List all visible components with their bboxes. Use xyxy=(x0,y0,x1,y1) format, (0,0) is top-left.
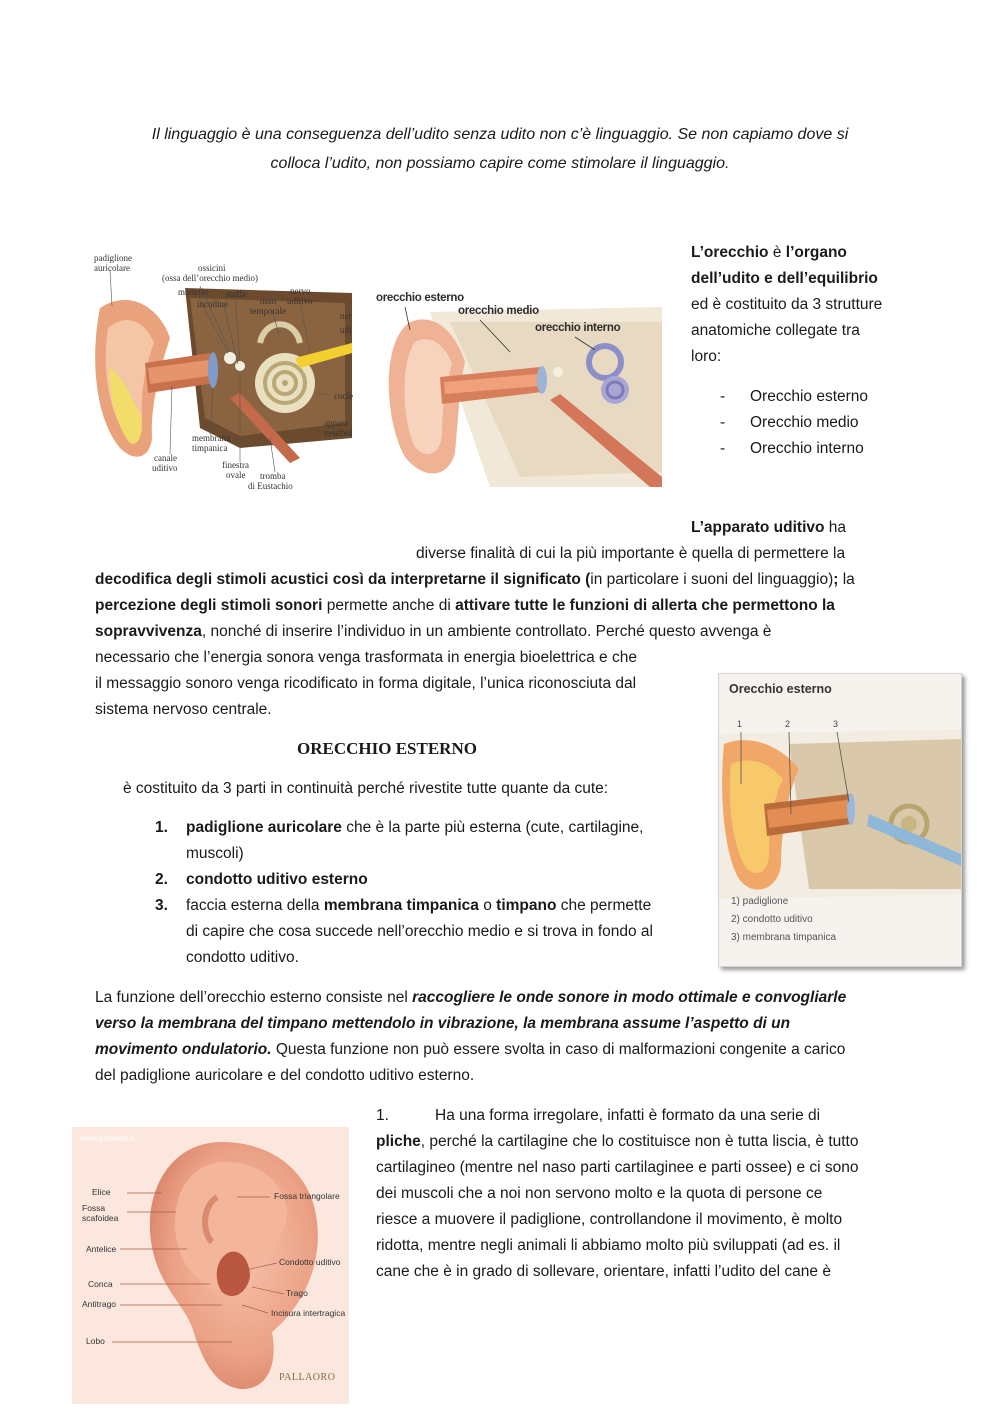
apparato-allerta: attivare tutte le funzioni di allerta che permettono la xyxy=(455,597,835,614)
padiglione-line-5: riesce a muovere il padiglione, controllandone il movimento, è molto xyxy=(376,1211,843,1228)
outer-ear-legend-2: 2) condotto uditivo xyxy=(731,914,813,925)
label-temporale: temporale xyxy=(250,306,286,316)
intro-line-3: ed è costituito da 3 strutture xyxy=(691,296,883,313)
list-dash: - xyxy=(720,414,726,431)
apparato-semicolon: ; xyxy=(833,571,839,588)
label-uditivo: uditivo xyxy=(287,296,313,306)
label-ner: ner xyxy=(340,311,352,321)
apparato-ha: ha xyxy=(824,519,847,536)
item-timpano-desc-3: condotto uditivo. xyxy=(186,949,299,966)
outer-ear-legend-1: 1) padiglione xyxy=(731,896,789,907)
funzione-lead: La funzione dell’orecchio esterno consiste nel xyxy=(95,989,413,1006)
apparato-permette: permette anche di xyxy=(322,597,456,614)
outer-ear-num-2: 2 xyxy=(785,719,791,729)
apparato-line-5-rest: , nonché di inserire l’individuo in un ambiente controllato. Perché questo avvenga è xyxy=(201,623,772,640)
funzione-emphasis-2: verso la membrana del timpano mettendolo in vibrazione, la membrana assume l’aspetto di un xyxy=(95,1015,791,1032)
list-item xyxy=(720,387,725,407)
padiglione-number: 1. xyxy=(376,1107,389,1124)
funzione-line-3-rest: Questa funzione non può essere svolta in caso di malformazioni congenite a carico xyxy=(271,1041,846,1058)
item-padiglione-desc-2: muscoli) xyxy=(186,845,244,862)
item-timpano: timpano xyxy=(496,897,557,914)
label-appara: appara xyxy=(324,418,348,428)
label-canale-uditivo: uditivo xyxy=(152,463,178,473)
apparato-line-6: necessario che l’energia sonora venga trasformata in energia bioelettrica e che xyxy=(95,649,637,666)
label-staffa: staffa xyxy=(226,289,246,299)
list-item-label: Orecchio interno xyxy=(750,440,864,457)
funzione-line-4: del padiglione auricolare e del condotto uditivo esterno. xyxy=(95,1067,475,1084)
apparato-title: L’apparato uditivo xyxy=(691,519,825,536)
label-di-eustachio: di Eustachio xyxy=(248,481,293,491)
apparato-line-8: sistema nervoso centrale. xyxy=(95,701,272,718)
label-membrana: membrana xyxy=(192,433,230,443)
apparato-line-2: diverse finalità di cui la più importante è quella di permettere la xyxy=(416,545,846,562)
label-finestra: finestra xyxy=(222,460,249,470)
pallaoro-logo: PALLAORO xyxy=(279,1372,336,1383)
outer-ear-figure xyxy=(718,673,962,967)
list-dash: - xyxy=(720,388,726,405)
apparato-percezione: percezione degli stimoli sonori xyxy=(95,597,323,614)
apparato-decodifica: decodifica degli stimoli acustici così da interpretarne il significato ( xyxy=(95,571,591,588)
intro-line-5: loro: xyxy=(691,348,722,365)
pinna-figure xyxy=(72,1127,349,1404)
padiglione-pliche: pliche xyxy=(376,1133,421,1150)
label-elice: Elice xyxy=(92,1187,111,1197)
label-timpanica: timpanica xyxy=(192,443,228,453)
funzione-emphasis-3: movimento ondulatorio. xyxy=(95,1041,272,1058)
label-tromba: tromba xyxy=(260,471,286,481)
list-item xyxy=(720,439,725,459)
label-ossicini: ossicini xyxy=(198,263,226,273)
intro-orecchio: L’orecchio xyxy=(691,244,769,261)
section-heading-orecchio-esterno: ORECCHIO ESTERNO xyxy=(297,739,477,758)
apparato-sopravvivenza: sopravvivenza xyxy=(95,623,202,640)
apparato-la: la xyxy=(838,571,855,588)
esterno-intro: è costituito da 3 parti in continuità perché rivestite tutte quante da cute: xyxy=(123,780,609,797)
label-orecchio-interno: orecchio interno xyxy=(535,322,621,334)
item-permette: che permette xyxy=(556,897,652,914)
intro-udito-equilibrio: dell’udito e dell’equilibrio xyxy=(691,270,878,287)
padiglione-line-4: dei muscoli che a noi non servono molto e la quota di persone ce xyxy=(376,1185,823,1202)
label-antitrago: Antitrago xyxy=(82,1299,117,1309)
label-auricolare: auricolare xyxy=(94,263,130,273)
label-lobo: Lobo xyxy=(86,1336,105,1346)
list-number: 2. xyxy=(155,871,168,888)
list-item-label: Orecchio medio xyxy=(750,414,859,431)
item-condotto: condotto uditivo esterno xyxy=(186,871,368,888)
list-number: 1. xyxy=(155,819,168,836)
list-item xyxy=(720,413,725,433)
item-o: o xyxy=(478,897,497,914)
label-ovale: ovale xyxy=(226,470,246,480)
ear-anatomy-figure xyxy=(90,248,358,496)
label-padiglione: padiglione xyxy=(94,253,132,263)
label-antelice: Antelice xyxy=(86,1244,117,1254)
label-condotto-uditivo: Condotto uditivo xyxy=(279,1257,341,1267)
label-martello: martello xyxy=(178,287,208,297)
item-padiglione-desc: che è la parte più esterna (cute, cartilagine, xyxy=(341,819,644,836)
pinna-watermark: www.pallaoro.it xyxy=(80,1134,134,1143)
list-dash: - xyxy=(720,440,726,457)
label-fossa-scafoidea-1: Fossa xyxy=(82,1203,106,1213)
apparato-parenthetical: in particolare i suoni del linguaggio) xyxy=(590,571,834,588)
outer-ear-title: Orecchio esterno xyxy=(729,682,832,696)
item-padiglione: padiglione auricolare xyxy=(186,819,342,836)
label-osso: osso xyxy=(260,296,277,306)
label-trago: Trago xyxy=(286,1288,308,1298)
item-faccia: faccia esterna della xyxy=(186,897,324,914)
label-ossa-orecchio-medio: (ossa dell’orecchio medio) xyxy=(162,273,258,283)
label-vestibol: vestibol xyxy=(324,428,353,438)
item-timpano-desc-2: di capire che cosa succede nell’orecchio medio e si trova in fondo al xyxy=(186,923,653,940)
label-orecchio-esterno: orecchio esterno xyxy=(376,292,464,304)
list-number: 3. xyxy=(155,897,168,914)
padiglione-line-2-rest: , perché la cartilagine che lo costituisce non è tutta liscia, è tutto xyxy=(420,1133,859,1150)
padiglione-line-3: cartilagineo (mentre nel naso parti cartilaginee e parti ossee) e ci sono xyxy=(376,1159,859,1176)
ear-anatomy-illustration xyxy=(90,248,358,496)
apparato-line-7: il messaggio sonoro venga ricodificato in forma digitale, l’unica riconosciuta dal xyxy=(95,675,637,692)
padiglione-line-7: cane che è in grado di sollevare, orientare, infatti l’udito del cane è xyxy=(376,1263,831,1280)
outer-ear-num-1: 1 xyxy=(737,719,743,729)
label-fossa-scafoidea-2: scafoidea xyxy=(82,1213,119,1223)
padiglione-line-6: ridotta, mentre negli animali li abbiamo molto più sviluppati (ad es. il xyxy=(376,1237,841,1254)
label-fossa-triangolare: Fossa triangolare xyxy=(274,1191,340,1201)
intro-connector: è xyxy=(768,244,786,261)
label-cocle: cocle xyxy=(334,391,353,401)
epigraph-quote xyxy=(95,120,905,178)
item-membrana: membrana timpanica xyxy=(323,897,479,914)
label-canale: canale xyxy=(154,453,177,463)
outer-ear-legend-3: 3) membrana timpanica xyxy=(731,932,837,943)
label-incisura-intertragica: Incisura intertragica xyxy=(271,1308,346,1318)
padiglione-line-1: Ha una forma irregolare, infatti è formato da una serie di xyxy=(435,1107,821,1124)
funzione-emphasis-1: raccogliere le onde sonore in modo ottimale e convogliarle xyxy=(412,989,847,1006)
intro-line-4: anatomiche collegate tra xyxy=(691,322,860,339)
outer-ear-num-3: 3 xyxy=(833,719,839,729)
ear-sections-figure xyxy=(370,282,662,487)
label-conca: Conca xyxy=(88,1279,113,1289)
list-item-label: Orecchio esterno xyxy=(750,388,869,405)
label-udi: udi xyxy=(340,325,352,335)
label-orecchio-medio: orecchio medio xyxy=(458,305,539,317)
label-incudine: incudine xyxy=(197,299,228,309)
intro-organo: l’organo xyxy=(785,244,847,261)
label-nervo: nervo xyxy=(290,286,311,296)
quote-line-1: Il linguaggio è una conseguenza dell’udito senza udito non c’è linguaggio. Se non capiamo dove si xyxy=(151,126,849,143)
quote-line-2: colloca l’udito, non possiamo capire come stimolare il linguaggio. xyxy=(270,155,730,172)
